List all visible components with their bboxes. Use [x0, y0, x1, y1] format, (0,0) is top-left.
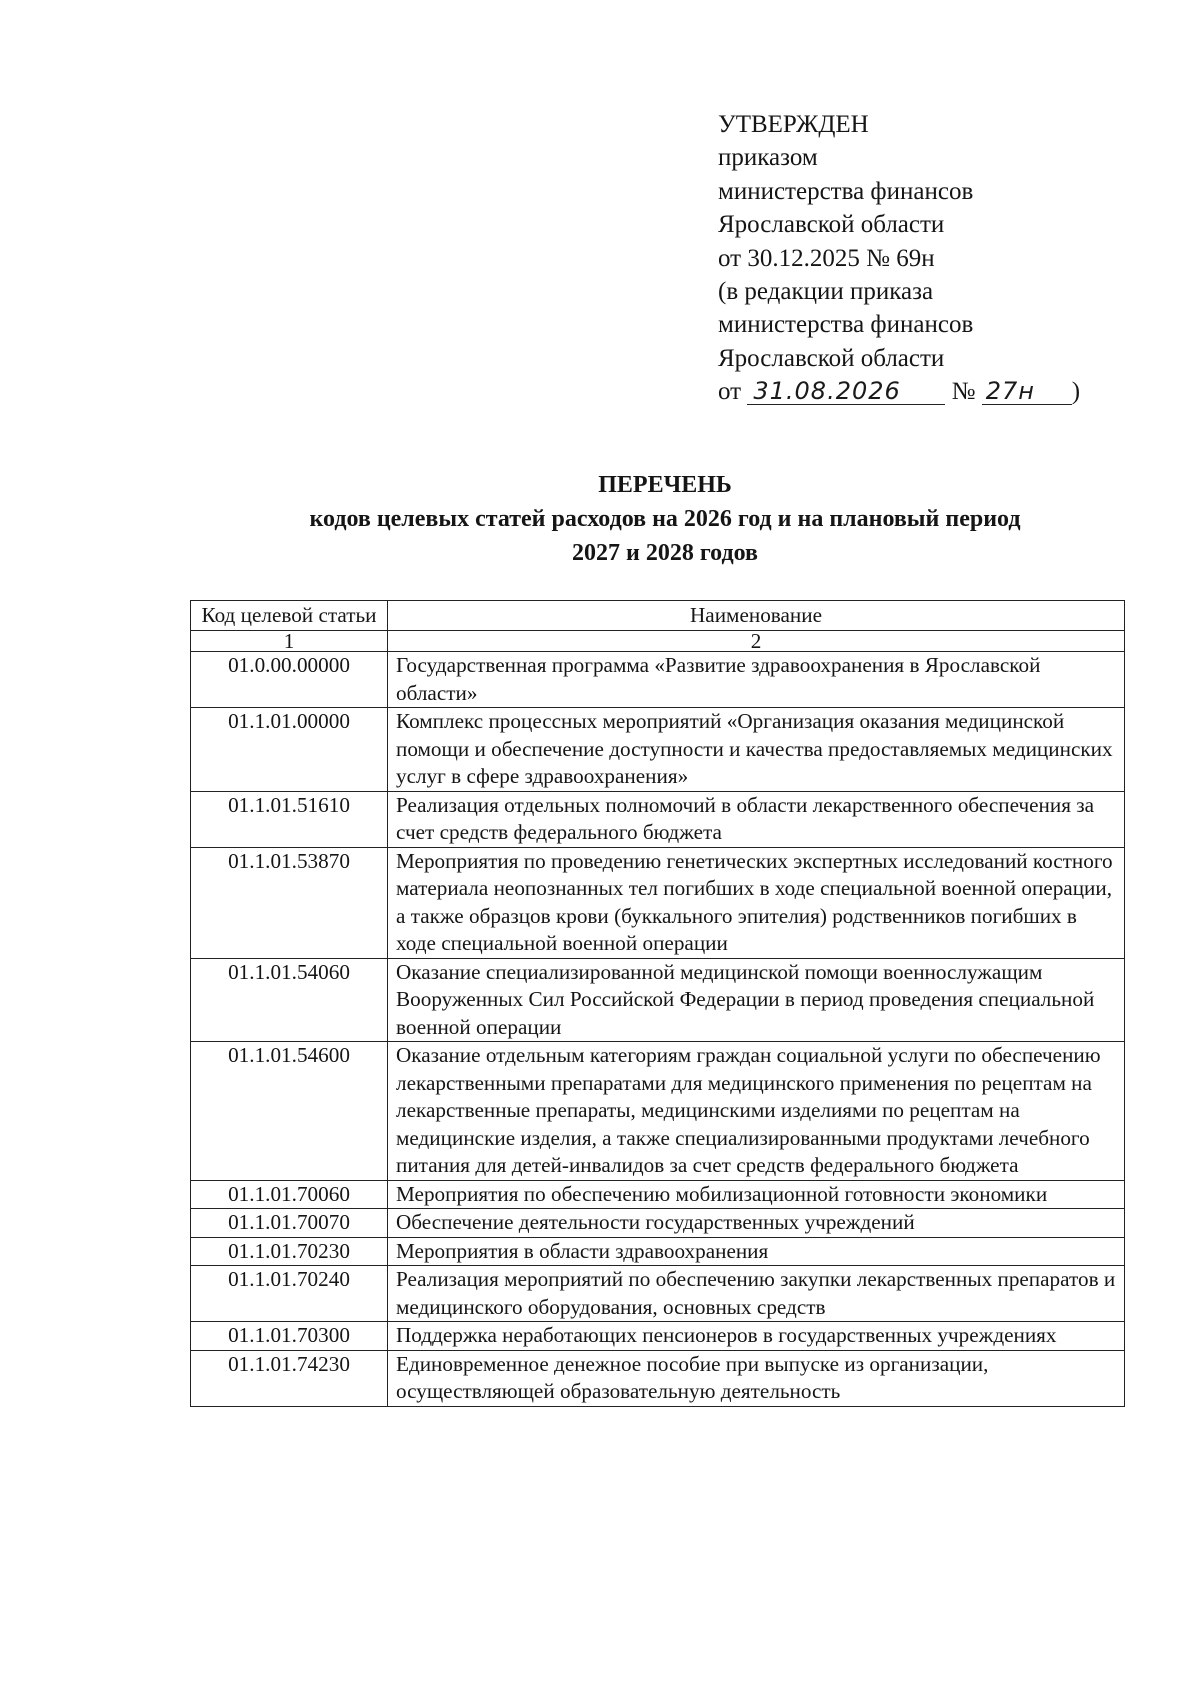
amendment-number-handwritten: 27н — [982, 378, 1072, 405]
table-row — [191, 791, 1125, 847]
row-code: 01.1.01.53870 — [191, 847, 388, 958]
column-number-row — [191, 631, 1125, 652]
row-name: Мероприятия по проведению генетических экспертных исследований костного материала неопознанных тел погибших в ходе специальной военной операции, а также образцов крови (буккального эпителия) родственников погибших в ходе специальной военной операции — [388, 847, 1125, 958]
table-row — [191, 1322, 1125, 1351]
approval-line: от 30.12.2025 № 69н — [718, 244, 935, 272]
row-code: 01.1.01.70300 — [191, 1322, 388, 1351]
approval-line: Ярославской области — [718, 211, 945, 239]
amendment-number-label: № — [951, 378, 976, 406]
row-name: Обеспечение деятельности государственных учреждений — [388, 1209, 1125, 1238]
row-name: Мероприятия по обеспечению мобилизационной готовности экономики — [388, 1180, 1125, 1209]
table-row — [191, 1266, 1125, 1322]
table-header-row — [191, 601, 1125, 631]
row-name: Мероприятия в области здравоохранения — [388, 1237, 1125, 1266]
table-row — [191, 708, 1125, 792]
row-code: 01.1.01.54600 — [191, 1042, 388, 1181]
table-row — [191, 1209, 1125, 1238]
title-subheading-line2: 2027 и 2028 годов — [572, 540, 758, 566]
row-name: Реализация отдельных полномочий в области лекарственного обеспечения за счет средств федерального бюджета — [388, 791, 1125, 847]
approval-line: (в редакции приказа — [718, 278, 934, 306]
table-row — [191, 652, 1125, 708]
table-row — [191, 1180, 1125, 1209]
document-title — [230, 470, 1100, 568]
amendment-close-paren: ) — [1071, 378, 1081, 406]
header-name: Наименование — [388, 601, 1125, 631]
codes-table — [190, 600, 1125, 1407]
table-row — [191, 958, 1125, 1042]
row-name: Оказание специализированной медицинской помощи военнослужащим Вооруженных Сил Российской Федерации в период проведения специальной военной операции — [388, 958, 1125, 1042]
row-name: Комплекс процессных мероприятий «Организация оказания медицинской помощи и обеспечение доступности и качества предоставляемых медицинских услуг в сфере здравоохранения» — [388, 708, 1125, 792]
column-number: 1 — [191, 631, 388, 652]
column-number: 2 — [388, 631, 1125, 652]
row-name: Оказание отдельным категориям граждан социальной услуги по обеспечению лекарственными препаратами для медицинского применения по рецептам на лекарственные препараты, медицинскими изделиями по рецептам на медицинские изделия, а также специализированными продуктами лечебного питания для детей-инвалидов за счет средств федерального бюджета — [388, 1042, 1125, 1181]
approval-stamp — [718, 108, 1080, 409]
row-code: 01.1.01.54060 — [191, 958, 388, 1042]
table-row — [191, 1237, 1125, 1266]
row-code: 01.1.01.70240 — [191, 1266, 388, 1322]
row-code: 01.1.01.70060 — [191, 1180, 388, 1209]
amendment-date-handwritten: 31.08.2026 — [747, 378, 945, 405]
table-row — [191, 847, 1125, 958]
row-name: Государственная программа «Развитие здравоохранения в Ярославской области» — [388, 652, 1125, 708]
row-code: 01.1.01.70230 — [191, 1237, 388, 1266]
row-code: 01.1.01.74230 — [191, 1350, 388, 1406]
amendment-line — [718, 375, 1080, 408]
approval-line: Ярославской области — [718, 344, 945, 372]
row-code: 01.1.01.00000 — [191, 708, 388, 792]
title-subheading-line1: кодов целевых статей расходов на 2026 год и на плановый период — [309, 506, 1021, 532]
row-code: 01.1.01.70070 — [191, 1209, 388, 1238]
table-row — [191, 1350, 1125, 1406]
approval-line: министерства финансов — [718, 177, 974, 205]
amendment-prefix: от — [718, 378, 742, 406]
row-name: Поддержка неработающих пенсионеров в государственных учреждениях — [388, 1322, 1125, 1351]
row-code: 01.1.01.51610 — [191, 791, 388, 847]
title-heading: ПЕРЕЧЕНЬ — [598, 472, 732, 498]
approval-line: приказом — [718, 144, 818, 172]
approval-line: министерства финансов — [718, 311, 974, 339]
header-code: Код целевой статьи — [191, 601, 388, 631]
approval-line: УТВЕРЖДЕН — [718, 111, 869, 138]
table-row — [191, 1042, 1125, 1181]
row-name: Реализация мероприятий по обеспечению закупки лекарственных препаратов и медицинского оборудования, основных средств — [388, 1266, 1125, 1322]
row-code: 01.0.00.00000 — [191, 652, 388, 708]
row-name: Единовременное денежное пособие при выпуске из организации, осуществляющей образовательную деятельность — [388, 1350, 1125, 1406]
